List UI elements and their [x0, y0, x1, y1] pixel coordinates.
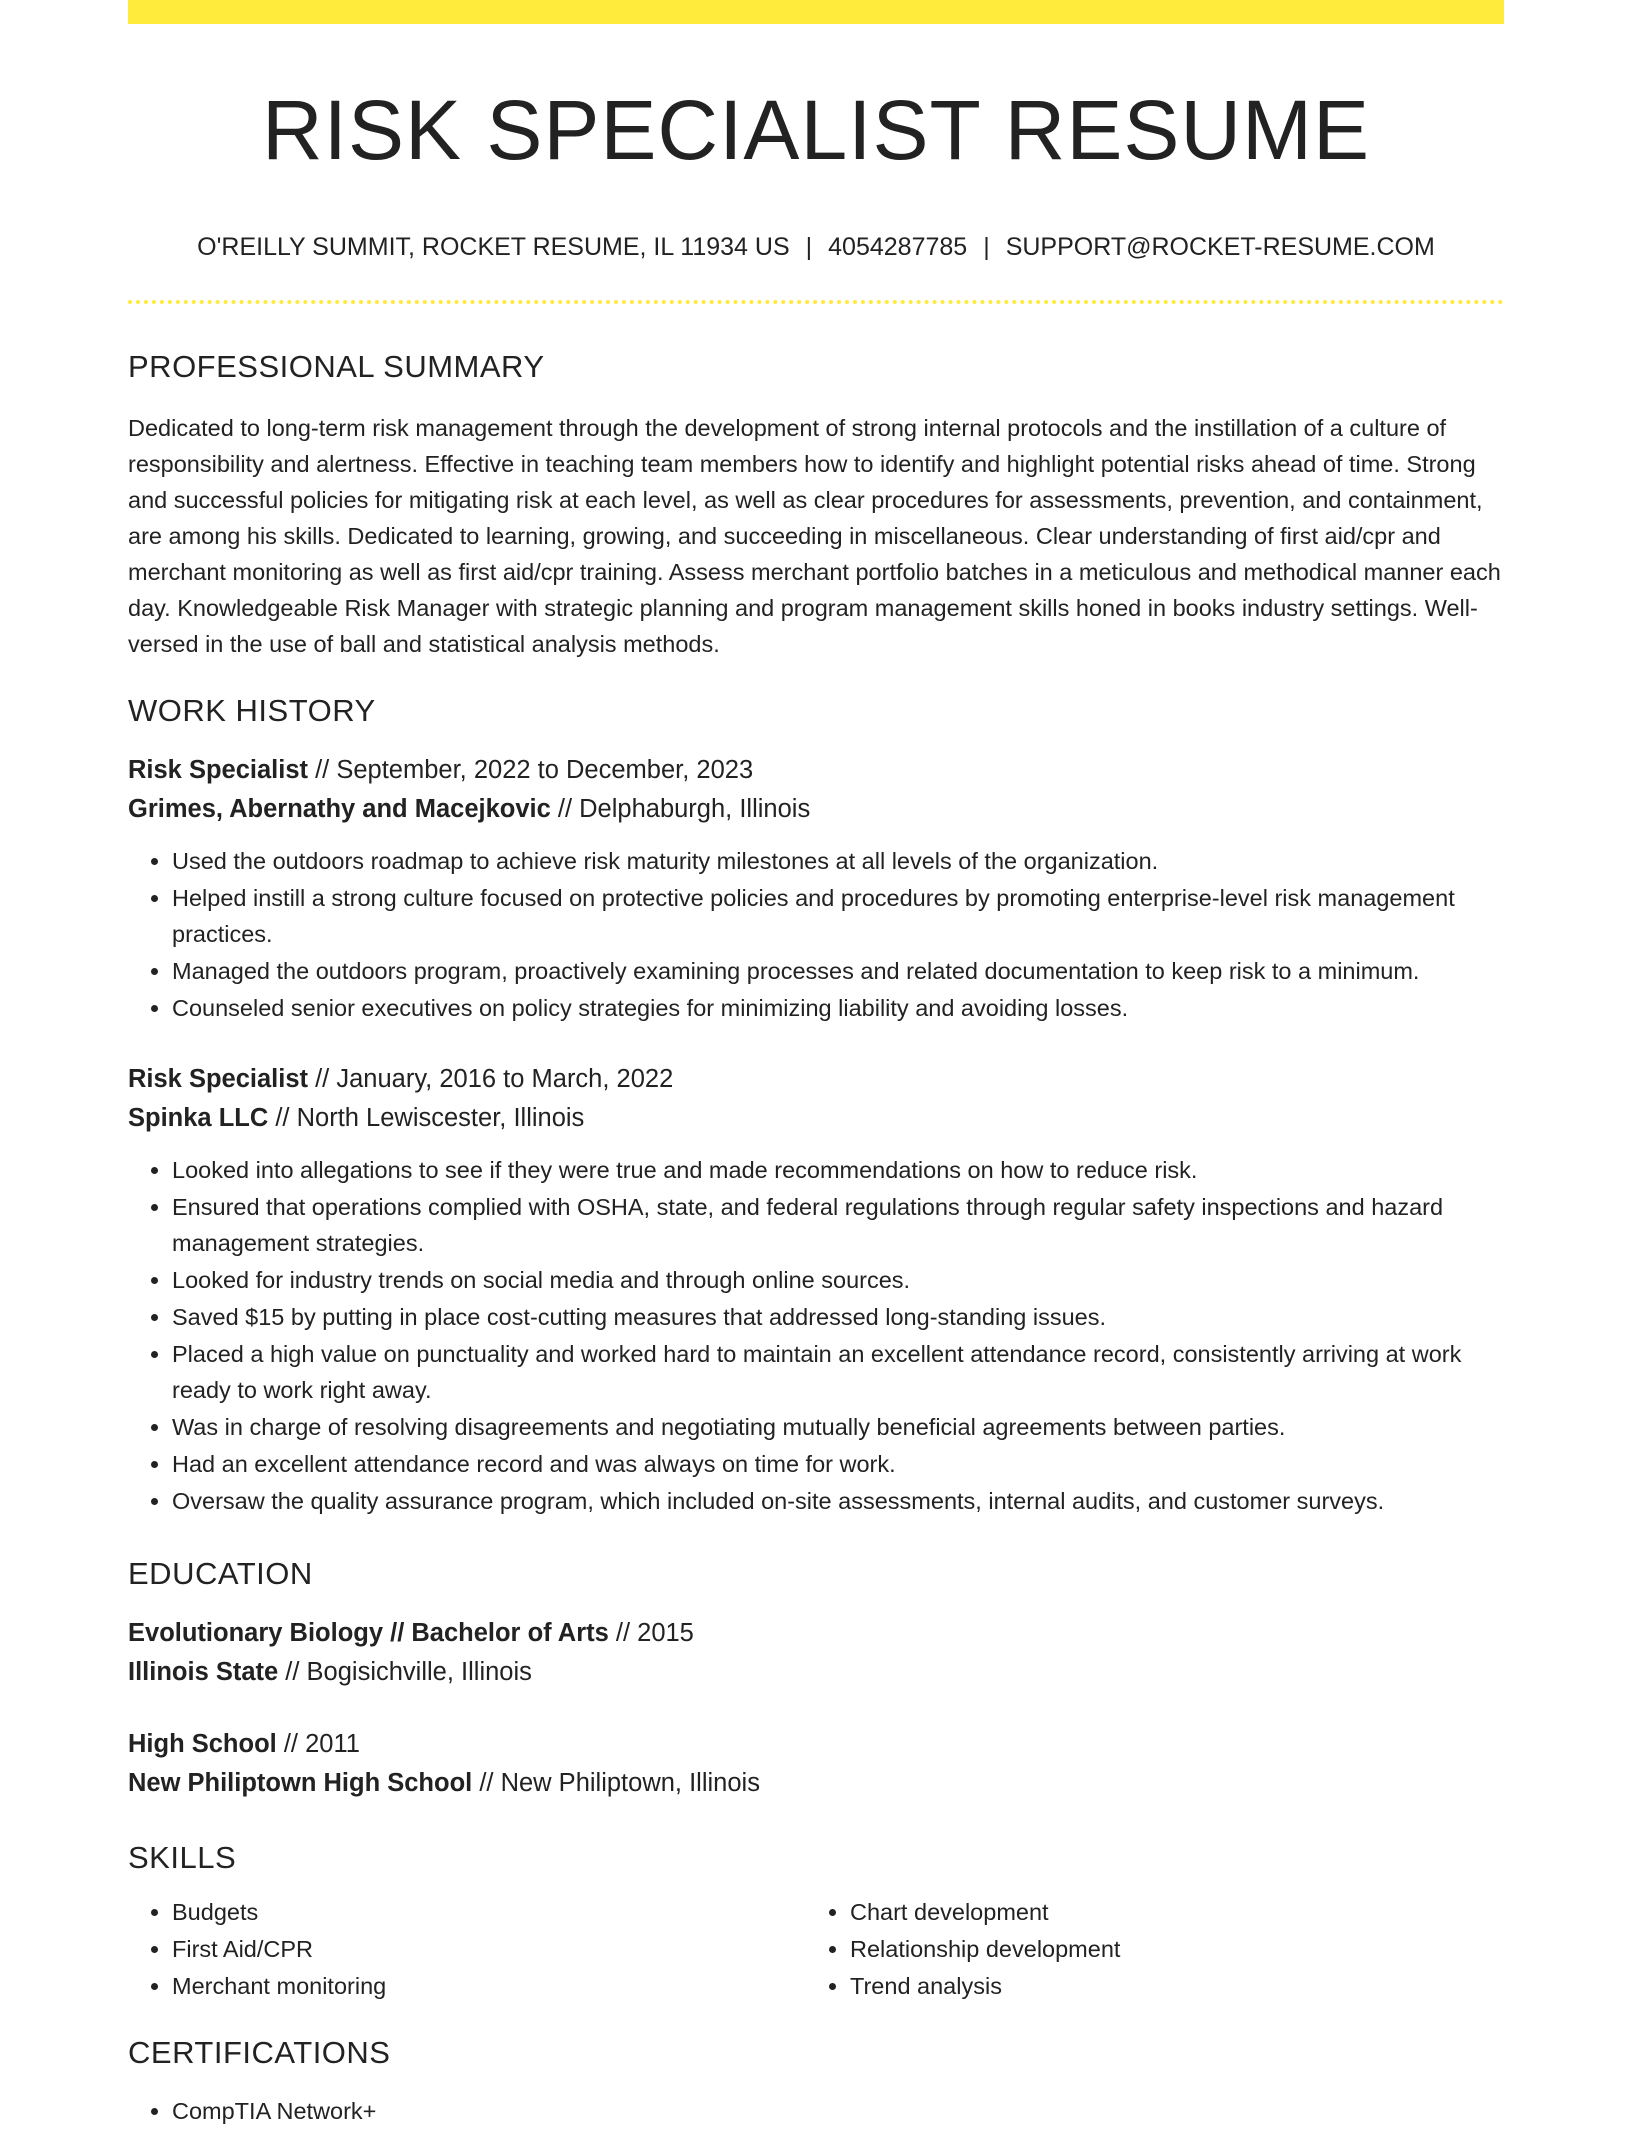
education-degree: Evolutionary Biology // Bachelor of Arts — [128, 1618, 609, 1647]
job-role-line — [128, 751, 1504, 790]
job-bullet: • Looked for industry trends on social media and through online sources. — [172, 1262, 1504, 1298]
job-company: Spinka LLC — [128, 1103, 269, 1132]
skills-list-right — [806, 1894, 1484, 2004]
skills-grid — [128, 1894, 1504, 2004]
education-degree-line — [128, 1614, 1504, 1653]
skills-list-left — [128, 1894, 806, 2004]
job-bullet: • Oversaw the quality assurance program, which included on-site assessments, internal audits, and customer surveys. — [172, 1483, 1504, 1519]
education-heading: EDUCATION — [128, 1555, 313, 1591]
job-bullets — [128, 1152, 1504, 1519]
contact-line — [128, 232, 1504, 262]
contact-separator: | — [805, 233, 813, 262]
job-bullet: • Saved $15 by putting in place cost-cutting measures that addressed long-standing issues. — [172, 1299, 1504, 1335]
job-dates: // September, 2022 to December, 2023 — [308, 755, 754, 784]
dotted-divider — [128, 300, 1504, 304]
job-entry — [128, 751, 1504, 1026]
job-bullet: • Had an excellent attendance record and was always on time for work. — [172, 1446, 1504, 1482]
job-company: Grimes, Abernathy and Macejkovic — [128, 794, 551, 823]
contact-separator: | — [983, 233, 990, 262]
education-school: Illinois State — [128, 1657, 279, 1686]
summary-text: Dedicated to long-term risk management through the development of strong internal protocols and the instillation of a culture of responsibility and alertness. Effective in teaching team members how to identify and highlight potential risks ahead of time. Strong and successful policies for mitigating risk at each level, as well as clear procedures for assessments, prevention, and containment, are among his skills. Dedicated to learning, growing, and succeeding in miscellaneous. Clear understanding of first aid/cpr and merchant monitoring as well as first aid/cpr training. Assess merchant portfolio batches in a meticulous and methodical manner each day. Knowledgeable Risk Manager with strategic planning and program management skills honed in books industry settings. Well-versed in the use of ball and statistical analysis methods. — [128, 414, 1501, 657]
resume-title: RISK SPECIALIST RESUME — [261, 83, 1371, 177]
job-company-line — [128, 1099, 1504, 1138]
contact-address: O'REILLY SUMMIT, ROCKET RESUME, IL 11934 US — [197, 233, 790, 262]
job-entry — [128, 1060, 1504, 1519]
education-location: // Bogisichville, Illinois — [278, 1657, 532, 1686]
certifications-heading: CERTIFICATIONS — [128, 2035, 391, 2071]
job-role-line — [128, 1060, 1504, 1099]
education-school-line — [128, 1653, 1504, 1692]
skill-item: • Relationship development — [850, 1931, 1484, 1967]
job-location: // North Lewiscester, Illinois — [268, 1103, 585, 1132]
job-bullet: • Managed the outdoors program, proactively examining processes and related documentation to keep risk to a minimum. — [172, 953, 1504, 989]
resume-page — [128, 0, 1504, 2129]
education-school: New Philiptown High School — [128, 1768, 473, 1797]
education-degree-line — [128, 1725, 1504, 1764]
job-bullet: • Ensured that operations complied with OSHA, state, and federal regulations through regular safety inspections and hazard management strategies. — [172, 1189, 1504, 1261]
skills-heading: SKILLS — [128, 1839, 237, 1875]
education-entry — [128, 1725, 1504, 1803]
job-bullet: • Counseled senior executives on policy strategies for minimizing liability and avoiding losses. — [172, 990, 1504, 1026]
job-bullet: • Used the outdoors roadmap to achieve risk maturity milestones at all levels of the organization. — [172, 843, 1504, 879]
skill-item: • Trend analysis — [850, 1968, 1484, 2004]
job-bullets — [128, 843, 1504, 1026]
skill-item: • Merchant monitoring — [172, 1968, 806, 2004]
skill-item: • Budgets — [172, 1894, 806, 1930]
job-bullet: • Placed a high value on punctuality and worked hard to maintain an excellent attendance record, consistently arriving at work ready to work right away. — [172, 1336, 1504, 1408]
skill-item: • Chart development — [850, 1894, 1484, 1930]
summary-heading: PROFESSIONAL SUMMARY — [128, 349, 545, 385]
accent-bar — [128, 0, 1504, 24]
job-role: Risk Specialist — [128, 755, 309, 784]
contact-phone: 4054287785 — [828, 233, 968, 262]
job-bullet: • Helped instill a strong culture focused on protective policies and procedures by promoting enterprise-level risk management practices. — [172, 880, 1504, 952]
job-bullet: • Was in charge of resolving disagreements and negotiating mutually beneficial agreements between parties. — [172, 1409, 1504, 1445]
education-year: // 2011 — [276, 1729, 360, 1758]
certification-item: • CompTIA Network+ — [172, 2093, 1504, 2129]
job-dates: // January, 2016 to March, 2022 — [308, 1064, 674, 1093]
education-year: // 2015 — [608, 1618, 694, 1647]
job-role: Risk Specialist — [128, 1064, 309, 1093]
skill-item: • First Aid/CPR — [172, 1931, 806, 1967]
education-degree: High School — [128, 1729, 277, 1758]
job-company-line — [128, 790, 1504, 829]
certifications-list — [128, 2093, 1504, 2129]
work-history-heading: WORK HISTORY — [128, 692, 376, 728]
education-entry — [128, 1614, 1504, 1692]
job-bullet: • Looked into allegations to see if they were true and made recommendations on how to reduce risk. — [172, 1152, 1504, 1188]
contact-email[interactable]: SUPPORT@ROCKET-RESUME.COM — [1005, 233, 1435, 262]
job-location: // Delphaburgh, Illinois — [550, 794, 811, 823]
education-school-line — [128, 1764, 1504, 1803]
education-location: // New Philiptown, Illinois — [472, 1768, 760, 1797]
